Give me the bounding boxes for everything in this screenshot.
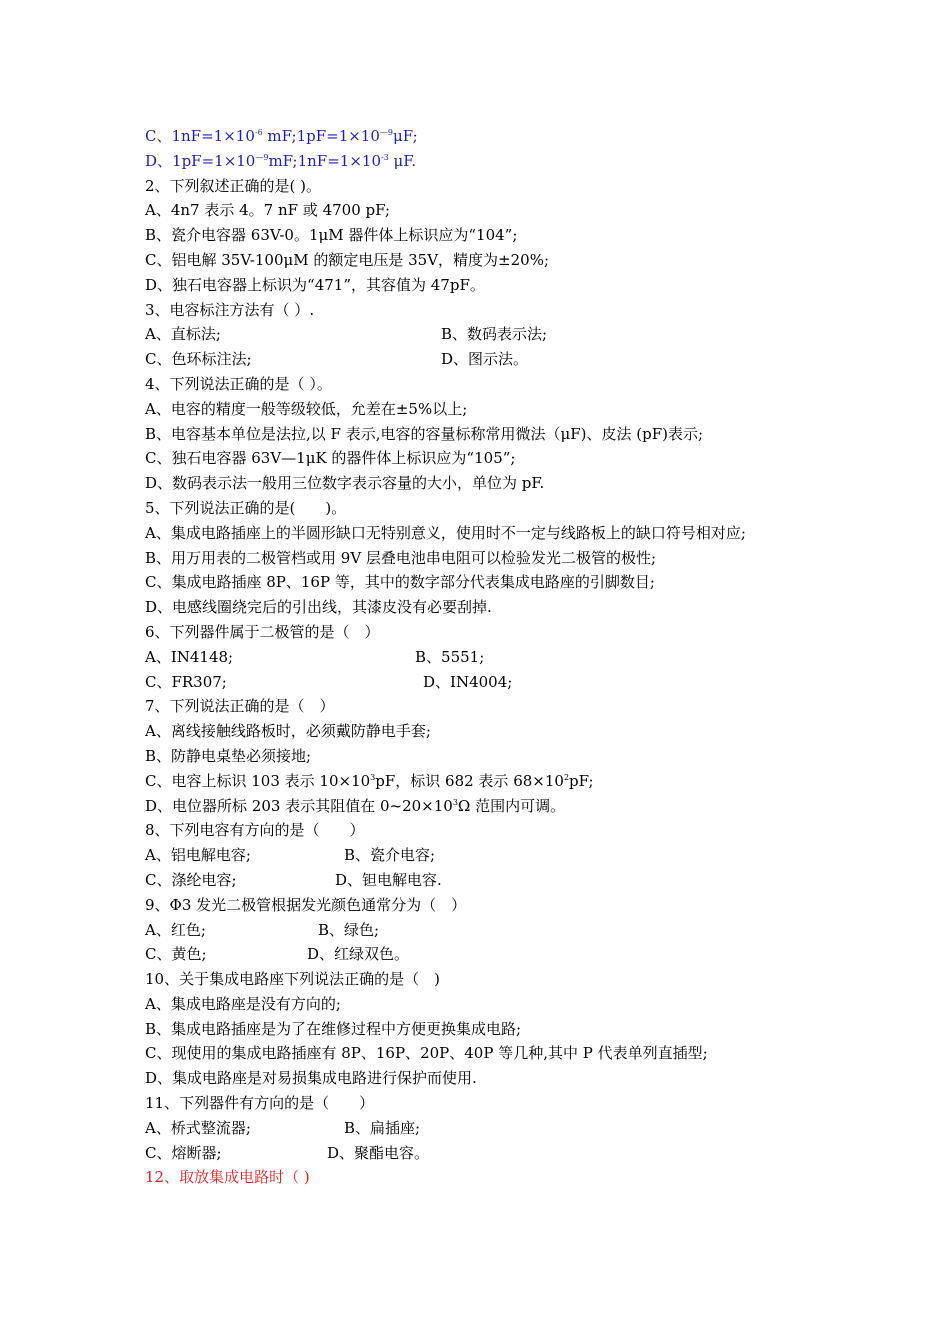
question-5-option-c: C、集成电路插座 8P、16P 等，其中的数字部分代表集成电路座的引脚数目; [145, 573, 655, 592]
question-4-option-b: B、电容基本单位是法拉,以 F 表示,电容的容量标称常用微法（μF)、皮法 (pF)表示; [145, 424, 704, 443]
question-3-option-b: B、数码表示法; [441, 325, 548, 344]
question-8-options-ab [145, 843, 815, 868]
question-10-option-a: A、集成电路座是没有方向的; [145, 994, 341, 1013]
question-3-option-d: D、图示法。 [441, 350, 529, 369]
question-2-option-d: D、独石电容器上标识为“471”，其容值为 47pF。 [145, 275, 485, 294]
question-2-option-b: B、瓷介电容器 63V-0。1μM 器件体上标识应为“104”; [145, 226, 518, 245]
question-3-option-c: C、色环标注法; [145, 350, 252, 369]
question-7-option-c: C、电容上标识 103 表示 $10\times 10^3pF$，标识 682 表示 $68\times 10^2pF$; [145, 771, 594, 790]
question-8-options-cd [145, 868, 815, 893]
question-11-options-ab [145, 1116, 815, 1141]
question-6-option-d: D、IN4004; [423, 672, 513, 691]
question-9-option-b: B、绿色; [318, 920, 380, 939]
question-8-option-c: C、涤纶电容; [145, 870, 237, 889]
question-8-option-d: D、钽电解电容. [335, 870, 442, 889]
question-11-option-c: C、熔断器; [145, 1143, 222, 1162]
question-5-option-b: B、用万用表的二极管档或用 9V 层叠电池串电阻可以检验发光二极管的极性; [145, 548, 656, 567]
question-11: 11、下列器件有方向的是（ ） [145, 1094, 375, 1113]
question-3-options-cd [145, 347, 815, 372]
question-4-option-a: A、电容的精度一般等级较低，允差在±5%以上; [145, 399, 468, 418]
question-11-option-d: D、聚酯电容。 [327, 1143, 430, 1162]
question-8: 8、下列电容有方向的是（ ） [145, 821, 365, 840]
question-4-option-c: C、独石电容器 63V—1μK 的器件体上标识应为“105”; [145, 449, 516, 468]
question-11-option-a: A、桥式整流器; [145, 1118, 251, 1137]
question-6-options-cd [145, 670, 815, 695]
question-5: 5、下列说法正确的是( )。 [145, 498, 347, 517]
question-5-option-a: A、集成电路插座上的半圆形缺口无特别意义，使用时不一定与线路板上的缺口符号相对应; [145, 523, 746, 542]
question-8-option-b: B、瓷介电容; [344, 846, 436, 865]
question-2-option-a: A、4n7 表示 4。7 nF 或 4700 pF; [145, 201, 391, 220]
question-2: 2、下列叙述正确的是( )。 [145, 176, 322, 195]
question-9: 9、Φ3 发光二极管根据发光颜色通常分为（ ） [145, 895, 467, 914]
question-3: 3、电容标注方法有（ ）. [145, 300, 315, 319]
question-11-option-b: B、扁插座; [344, 1118, 421, 1137]
question-3-option-a: A、直标法; [145, 325, 221, 344]
question-11-options-cd [145, 1141, 815, 1166]
option-c-unit-conversion: C、$1nF=1\times 10^{-6}$ $mF;1pF=1\times 10^{—9}\mu F$; [145, 127, 418, 145]
question-9-option-c: C、黄色; [145, 945, 207, 964]
question-7-option-a: A、离线接触线路板时，必须戴防静电手套; [145, 722, 431, 741]
question-9-option-a: A、红色; [145, 920, 206, 939]
question-6-option-a: A、IN4148; [145, 647, 234, 666]
question-4-option-d: D、数码表示法一般用三位数字表示容量的大小，单位为 pF. [145, 474, 545, 493]
question-8-option-a: A、铝电解电容; [145, 846, 251, 865]
question-7-option-b: B、防静电桌垫必须接地; [145, 746, 312, 765]
question-6-option-b: B、5551; [415, 647, 485, 666]
question-10-option-d: D、集成电路座是对易损集成电路进行保护而使用. [145, 1069, 477, 1088]
question-5-option-d: D、电感线圈绕完后的引出线，其漆皮没有必要刮掉. [145, 598, 492, 617]
question-10: 10、关于集成电路座下列说法正确的是（ ) [145, 970, 440, 989]
question-10-option-c: C、现使用的集成电路插座有 8P、16P、20P、40P 等几种,其中 P 代表单列直插型; [145, 1044, 708, 1063]
question-6: 6、下列器件属于二极管的是（ ） [145, 622, 380, 641]
question-9-option-d: D、红绿双色。 [307, 945, 410, 964]
option-d-unit-conversion: D、$1pF=1\times 10^{—9}mF;1nF=1\times 10^{-3}$ μF. [145, 151, 417, 170]
question-10-option-b: B、集成电路插座是为了在维修过程中方便更换集成电路; [145, 1019, 522, 1038]
question-12: 12、取放集成电路时（ ) [145, 1168, 310, 1187]
document-body [145, 124, 815, 1190]
question-7-option-d: D、电位器所标 203 表示其阻值在 $0\sim 20\times 10^3\Omega$ 范围内可调。 [145, 796, 566, 815]
question-6-option-c: C、FR307; [145, 672, 227, 691]
question-2-option-c: C、铝电解 35V-100μM 的额定电压是 35V，精度为±20%; [145, 250, 550, 269]
question-6-options-ab [145, 645, 815, 670]
question-4: 4、下列说法正确的是（ ）。 [145, 374, 332, 393]
question-3-options-ab [145, 322, 815, 347]
question-9-options-cd [145, 942, 815, 967]
question-7: 7、下列说法正确的是（ ） [145, 697, 335, 716]
question-9-options-ab [145, 918, 815, 943]
